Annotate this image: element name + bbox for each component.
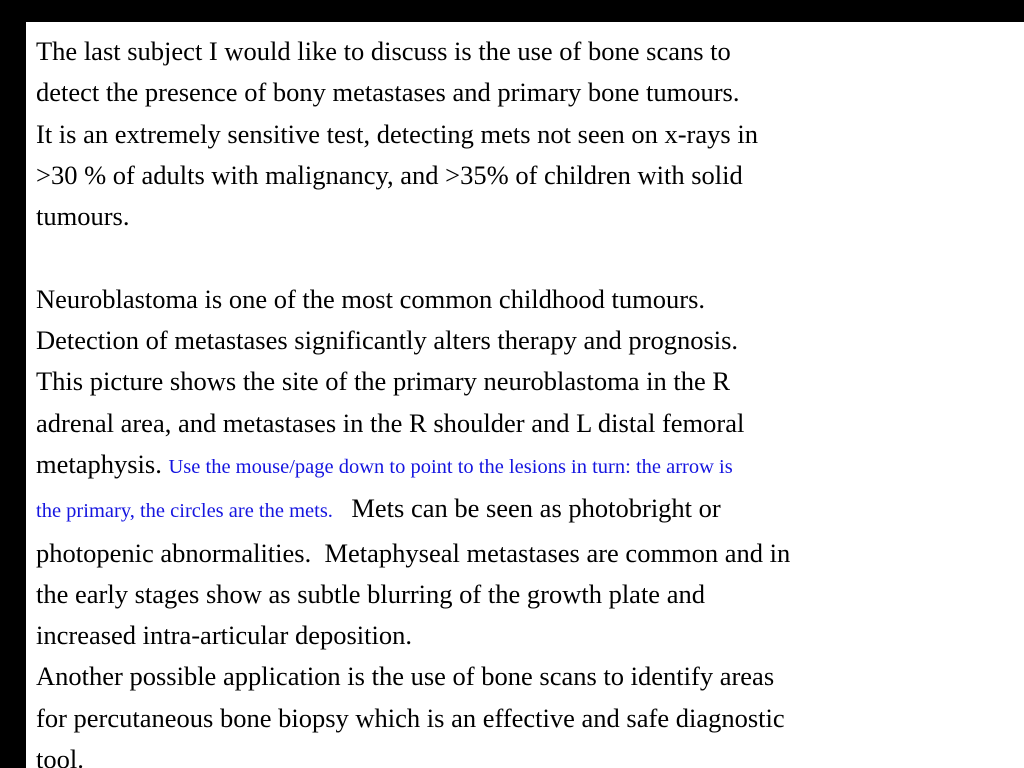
paragraph-gap [36,237,1016,278]
text-line: The last subject I would like to discuss is the use of bone scans to [36,36,731,66]
text-line: the early stages show as subtle blurring of the growth plate and [36,578,705,609]
text-line-mixed [36,488,1016,532]
text-line: >30 % of adults with malignancy, and >35% of children with solid [36,159,743,190]
slide-page [26,22,1024,768]
text-line: adrenal area, and metastases in the R shoulder and L distal femoral [36,407,745,438]
text-line: for percutaneous bone biopsy which is an effective and safe diagnostic [36,702,785,733]
text-line-mixed [36,444,1016,488]
text-line: Another possible application is the use of bone scans to identify areas [36,661,775,692]
text-line: Neuroblastoma is one of the most common childhood tumours. [36,283,706,314]
text-run: metaphysis. [36,448,169,479]
instruction-note: the primary, the circles are the mets. [36,500,339,523]
text-line: tool. [36,744,84,768]
text-line: increased intra-articular deposition. [36,620,412,651]
text-line: photopenic abnormalities. Metaphyseal metastases are common and in [36,537,791,568]
text-run: Mets can be seen as photobright or [338,493,721,524]
text-line: It is an extremely sensitive test, detecting mets not seen on x-rays in [36,118,758,149]
text-line: Detection of metastases significantly alters therapy and prognosis. [36,325,739,356]
text-line: detect the presence of bony metastases and primary bone tumours. [36,77,740,108]
slide-text-body [36,31,1016,768]
instruction-note: Use the mouse/page down to point to the lesions in turn: the arrow is [168,455,733,478]
text-line: This picture shows the site of the primary neuroblastoma in the R [36,366,731,397]
text-line: tumours. [36,201,130,232]
